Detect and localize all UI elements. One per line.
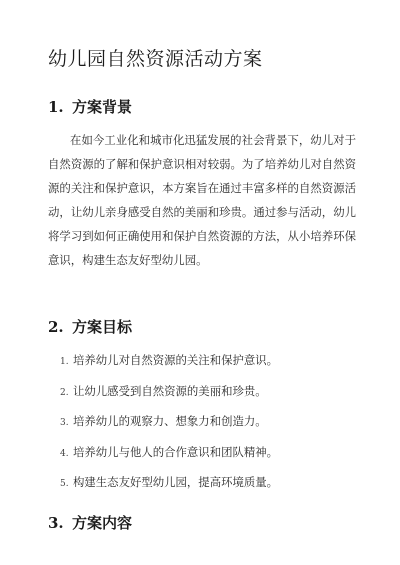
list-item-number: 1. [60,357,69,367]
goals-list [60,352,360,505]
list-item-text: 培养幼儿与他人的合作意识和团队精神。 [73,444,279,459]
list-item [60,352,360,383]
list-item-number: 4. [60,448,69,459]
section-title: 方案内容 [72,514,133,532]
list-item-number: 2. [60,387,69,398]
section-number: 2. [48,318,64,336]
list-item [60,413,360,444]
list-item-number: 5. [60,479,69,489]
list-item-text: 构建生态友好型幼儿园，提高环境质量。 [73,475,279,489]
list-item-text: 培养幼儿对自然资源的关注和保护意识。 [73,353,279,367]
background-paragraph: 在如今工业化和城市化迅猛发展的社会背景下，幼儿对于自然资源的了解和保护意识相对较弱。为了培养幼儿对自然资源的关注和保护意识，本方案旨在通过丰富多样的自然资源活动，让幼儿亲身感受自然的美丽和珍贵。通过参与活动，幼儿将学习到如何正确使用和保护自然资源的方法，从小培养环保意识，构建生态友好型幼儿园。 [48,133,356,267]
list-item [60,444,360,475]
section-number: 3. [48,514,64,532]
section-heading-background [48,96,132,117]
list-item-text: 培养幼儿的观察力、想象力和创造力。 [73,414,267,428]
list-item-text: 让幼儿感受到自然资源的美丽和珍贵。 [73,383,267,398]
section-heading-goals [48,316,132,337]
section-number: 1. [48,98,64,116]
list-item [60,474,360,505]
section-title: 方案背景 [72,98,133,116]
list-item [60,383,360,414]
section-title: 方案目标 [72,318,133,336]
section-heading-content [48,512,132,533]
list-item-number: 3. [60,418,69,428]
document-title: 幼儿园自然资源活动方案 [48,48,263,70]
